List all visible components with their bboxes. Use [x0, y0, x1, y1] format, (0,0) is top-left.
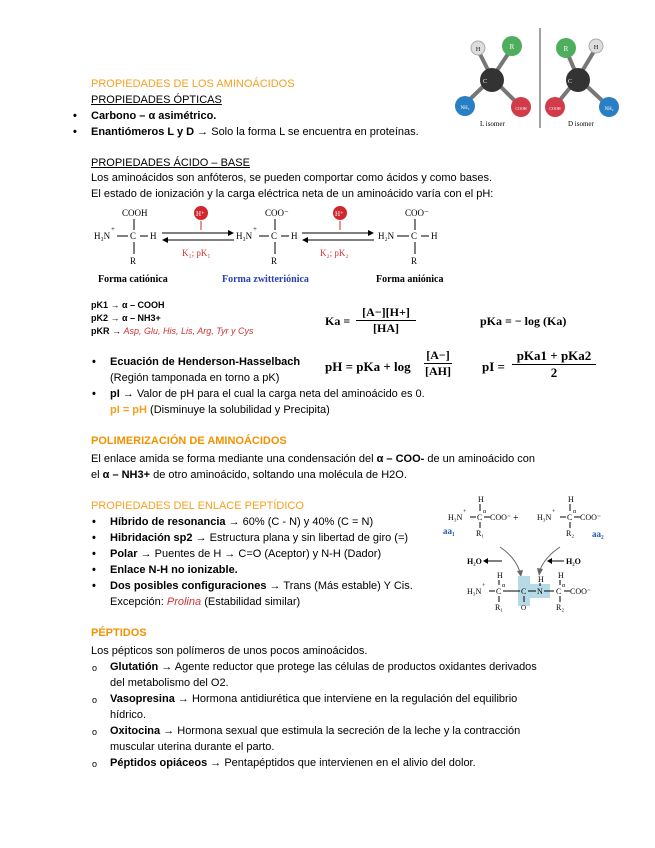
- svg-text:H⁺: H⁺: [196, 210, 205, 218]
- svg-text:H⁺: H⁺: [335, 210, 344, 218]
- svg-text:C: C: [477, 513, 483, 522]
- optical-bullet-2: • Enantiómeros L y D → Solo la forma L se encuentra en proteínas.: [91, 125, 419, 139]
- svg-text:C: C: [130, 231, 137, 241]
- svg-text:C: C: [483, 79, 488, 85]
- hh-sub: (Región tamponada en torno a pK): [110, 372, 280, 384]
- svg-text:R₂: R₂: [566, 529, 575, 538]
- svg-text:COOH: COOH: [515, 106, 527, 111]
- svg-text:COO⁻: COO⁻: [265, 208, 289, 218]
- svg-text:COO⁻: COO⁻: [580, 513, 602, 522]
- svg-text:+: +: [513, 513, 519, 524]
- peptide-item-glutation: o Glutatión → Agente reductor que protege las células de productos oxidantes derivados: [110, 660, 537, 674]
- svg-text:C: C: [411, 231, 418, 241]
- svg-text:H₂O: H₂O: [566, 557, 581, 566]
- svg-text:+: +: [482, 583, 486, 589]
- optical-bullet-1: • Carbono – α asimétrico.: [91, 109, 216, 123]
- d-isomer-label: D isomer: [568, 120, 594, 128]
- svg-text:R₁: R₁: [476, 529, 485, 538]
- svg-text:N: N: [537, 587, 543, 596]
- peptides-intro: Los pépticos son polímeros de unos pocos aminoácidos.: [91, 645, 368, 657]
- svg-text:R: R: [411, 256, 418, 266]
- pkr-line: pKR → Asp, Glu, His, Lis, Arg, Tyr y Cys: [91, 326, 254, 336]
- svg-text:C: C: [496, 587, 502, 596]
- svg-text:H: H: [431, 231, 438, 241]
- peptide-item-oxitocina-cont: muscular uterina durante el parto.: [110, 741, 275, 753]
- acidbase-paragraph-1: Los aminoácidos son anfóteros, se pueden comportar como ácidos y como bases.: [91, 172, 493, 184]
- svg-text:H: H: [291, 231, 298, 241]
- svg-text:H₃N: H₃N: [94, 231, 111, 241]
- svg-text:R: R: [130, 256, 137, 266]
- svg-text:C: C: [567, 513, 573, 522]
- svg-text:H: H: [568, 495, 574, 504]
- svg-text:H₃N: H₃N: [537, 513, 552, 522]
- peptide-heading: PROPIEDADES DEL ENLACE PEPTÍDICO: [91, 500, 304, 512]
- svg-text:H₃N: H₃N: [448, 513, 463, 522]
- svg-text:NH₂: NH₂: [604, 107, 614, 112]
- peptide-sub: Excepción: Prolina (Estabilidad similar): [110, 596, 301, 608]
- ionization-diagram: [90, 202, 450, 290]
- pi-bullet: • pI → Valor de pH para el cual la carga neta del aminoácido es 0.: [110, 387, 425, 401]
- svg-text:C: C: [521, 587, 527, 596]
- svg-text:C: C: [271, 231, 278, 241]
- svg-text:C: C: [556, 587, 562, 596]
- svg-text:K₁; pK₁: K₁; pK₁: [182, 248, 211, 258]
- svg-text:R: R: [509, 43, 515, 51]
- zwitterionic-label: Forma zwitteriónica: [222, 274, 309, 285]
- svg-text:+: +: [463, 509, 467, 515]
- polymer-line-1: El enlace amida se forma mediante una condensación del α – COO- de un aminoácido con: [91, 453, 535, 465]
- svg-text:+: +: [253, 225, 257, 233]
- svg-text:H: H: [497, 571, 503, 580]
- page-title: PROPIEDADES DE LOS AMINOÁCIDOS: [91, 78, 295, 90]
- svg-text:aa₁: aa₁: [443, 526, 455, 536]
- svg-text:C: C: [568, 79, 573, 85]
- svg-text:COO⁻: COO⁻: [570, 587, 592, 596]
- svg-text:+: +: [552, 509, 556, 515]
- peptide-bullet-3: • Polar → Puentes de H → C=O (Aceptor) y N-H (Dador): [110, 547, 381, 561]
- svg-text:COOH: COOH: [549, 106, 561, 111]
- polymer-heading: POLIMERIZACIÓN DE AMINOÁCIDOS: [91, 435, 287, 447]
- svg-text:R₁: R₁: [495, 603, 504, 612]
- pka-formula: pKa = − log (Ka): [480, 314, 567, 328]
- anionic-label: Forma aniónica: [376, 274, 444, 285]
- isomer-diagram: [450, 28, 620, 134]
- svg-text:H: H: [150, 231, 157, 241]
- svg-text:α: α: [573, 509, 577, 515]
- cationic-label: Forma catiónica: [98, 274, 168, 285]
- d-isomer-model: [545, 38, 619, 128]
- peptide-bullet-2: • Hibridación sp2 → Estructura plana y sin libertad de giro (=): [110, 531, 408, 545]
- acidbase-heading: PROPIEDADES ÁCIDO – BASE: [91, 157, 250, 169]
- svg-text:H₂O: H₂O: [467, 557, 482, 566]
- svg-text:+: +: [111, 225, 115, 233]
- pi-sub: pI = pH (Disminuye la solubilidad y Precipita): [110, 404, 330, 416]
- svg-text:α: α: [562, 583, 566, 589]
- optical-heading: PROPIEDADES ÓPTICAS: [91, 94, 222, 106]
- peptide-reaction-diagram: [440, 492, 620, 616]
- svg-text:H₃N: H₃N: [236, 231, 253, 241]
- svg-text:H: H: [478, 495, 484, 504]
- svg-text:COO⁻: COO⁻: [405, 208, 429, 218]
- peptide-bullet-1: • Híbrido de resonancia → 60% (C - N) y 40% (C = N): [110, 515, 373, 529]
- peptide-bullet-5: • Dos posibles configuraciones → Trans (Más estable) Y Cis.: [110, 579, 413, 593]
- svg-text:COO⁻: COO⁻: [490, 513, 512, 522]
- pk1-line: pK1 → α – COOH: [91, 300, 165, 310]
- peptide-item-vasopresina-cont: hídrico.: [110, 709, 147, 721]
- svg-text:H₃N: H₃N: [467, 587, 482, 596]
- peptide-item-oxitocina: o Oxitocina → Hormona sexual que estimula la secreción de la leche y la contracción: [110, 724, 520, 738]
- svg-text:H: H: [593, 45, 599, 51]
- svg-text:H: H: [475, 47, 481, 53]
- polymer-line-2: el α – NH3+ de otro aminoácido, soltando una molécula de H2O.: [91, 469, 407, 481]
- svg-text:H: H: [538, 575, 544, 584]
- svg-text:R: R: [271, 256, 278, 266]
- svg-text:R₂: R₂: [556, 603, 565, 612]
- svg-text:O: O: [521, 604, 527, 612]
- l-isomer-label: L isomer: [480, 120, 505, 128]
- l-isomer-model: [455, 36, 531, 128]
- pk2-line: pK2 → α – NH3+: [91, 313, 161, 323]
- svg-text:H₂N: H₂N: [378, 231, 395, 241]
- svg-text:aa₂: aa₂: [592, 529, 604, 539]
- svg-text:α: α: [502, 583, 506, 589]
- peptide-bullet-4: • Enlace N-H no ionizable.: [110, 563, 238, 577]
- hh-bullet: • Ecuación de Henderson-Hasselbach: [110, 355, 300, 369]
- peptides-heading: PÉPTIDOS: [91, 627, 147, 639]
- svg-text:H: H: [558, 571, 564, 580]
- svg-text:α: α: [483, 509, 487, 515]
- svg-text:COOH: COOH: [122, 208, 148, 218]
- svg-text:R: R: [563, 45, 569, 53]
- peptide-item-glutation-cont: del metabolismo del O2.: [110, 677, 229, 689]
- svg-text:NH₂: NH₂: [460, 106, 470, 111]
- acidbase-paragraph-2: El estado de ionización y la carga eléctrica neta de un aminoácido varía con el pH:: [91, 188, 494, 200]
- peptide-item-vasopresina: o Vasopresina → Hormona antidiurética que interviene en la regulación del equilibrio: [110, 692, 517, 706]
- peptide-item-opiaceos: o Péptidos opiáceos → Pentapéptidos que intervienen en el alivio del dolor.: [110, 756, 476, 770]
- svg-text:K₂; pK₂: K₂; pK₂: [320, 248, 349, 258]
